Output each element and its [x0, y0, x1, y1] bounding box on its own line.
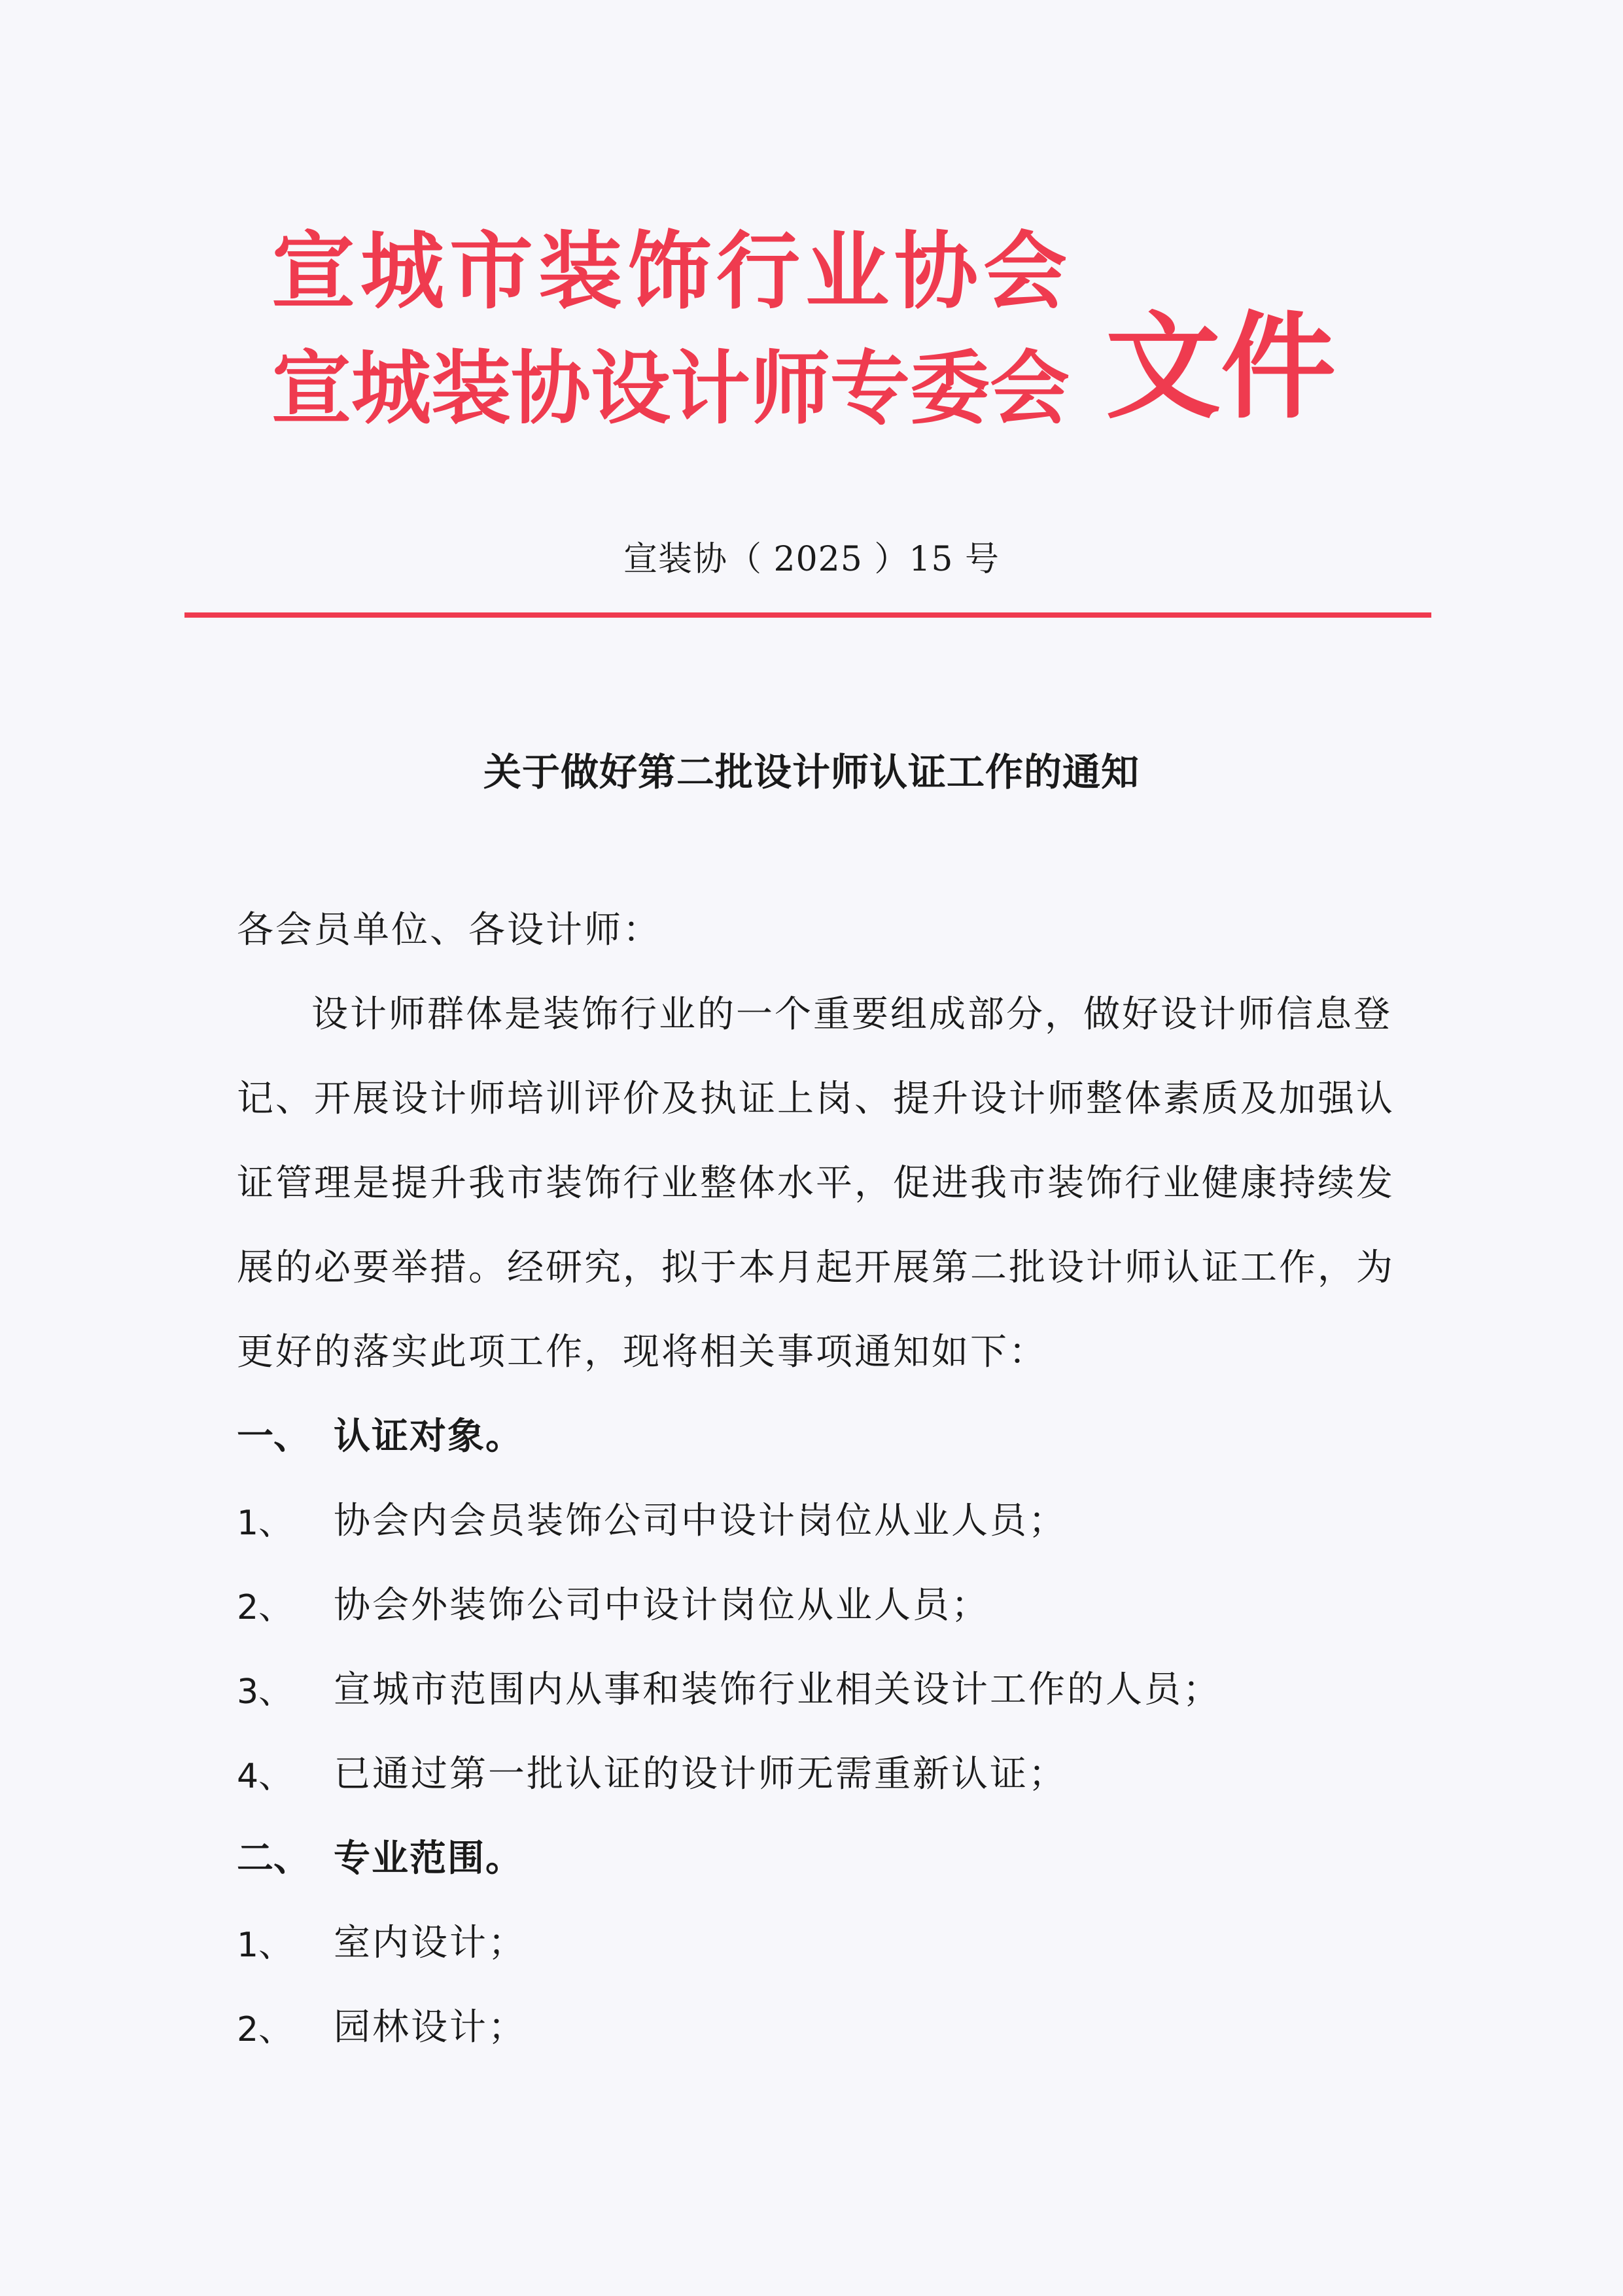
list-item-text: 宣城市范围内从事和装饰行业相关设计工作的人员；	[334, 1669, 1221, 1711]
section-number: 一、	[237, 1415, 310, 1458]
list-item-text: 协会外装饰公司中设计岗位从业人员；	[334, 1584, 990, 1627]
list-item-text: 园林设计；	[334, 2006, 527, 2049]
list-item-text: 协会内会员装饰公司中设计岗位从业人员；	[334, 1500, 1067, 1542]
list-item-number: 1、	[237, 1926, 293, 1965]
section-title: 认证对象。	[334, 1415, 523, 1458]
list-item-number: 2、	[237, 1588, 293, 1627]
body-line: 记、开展设计师培训评价及执证上岗、提升设计师整体素质及加强认	[237, 1078, 1395, 1120]
red-divider-rule	[184, 612, 1431, 618]
body-line: 设计师群体是装饰行业的一个重要组成部分，做好设计师信息登	[311, 993, 1392, 1036]
letterhead-document-suffix: 文件	[1106, 299, 1336, 434]
section-title: 专业范围。	[334, 1837, 523, 1880]
body-line: 展的必要举措。经研究，拟于本月起开展第二批设计师认证工作，为	[237, 1246, 1395, 1289]
document-number: 宣装协（ 2025 ）15 号	[623, 540, 1000, 579]
list-item-number: 1、	[237, 1504, 293, 1543]
list-item-number: 4、	[237, 1757, 293, 1796]
body-line: 更好的落实此项工作，现将相关事项通知如下：	[237, 1331, 1047, 1373]
notice-title: 关于做好第二批设计师认证工作的通知	[483, 750, 1140, 794]
letterhead-line-1: 宣城市装饰行业协会	[271, 222, 1073, 321]
salutation: 各会员单位、各设计师：	[237, 909, 661, 951]
letterhead-line-2: 宣城装协设计师专委会	[271, 341, 1070, 435]
list-item-text: 已通过第一批认证的设计师无需重新认证；	[334, 1753, 1067, 1795]
list-item-number: 3、	[237, 1672, 293, 1712]
list-item-text: 室内设计；	[334, 1922, 527, 1964]
section-number: 二、	[237, 1837, 310, 1880]
list-item-number: 2、	[237, 2010, 293, 2049]
body-line: 证管理是提升我市装饰行业整体水平，促进我市装饰行业健康持续发	[237, 1162, 1395, 1205]
